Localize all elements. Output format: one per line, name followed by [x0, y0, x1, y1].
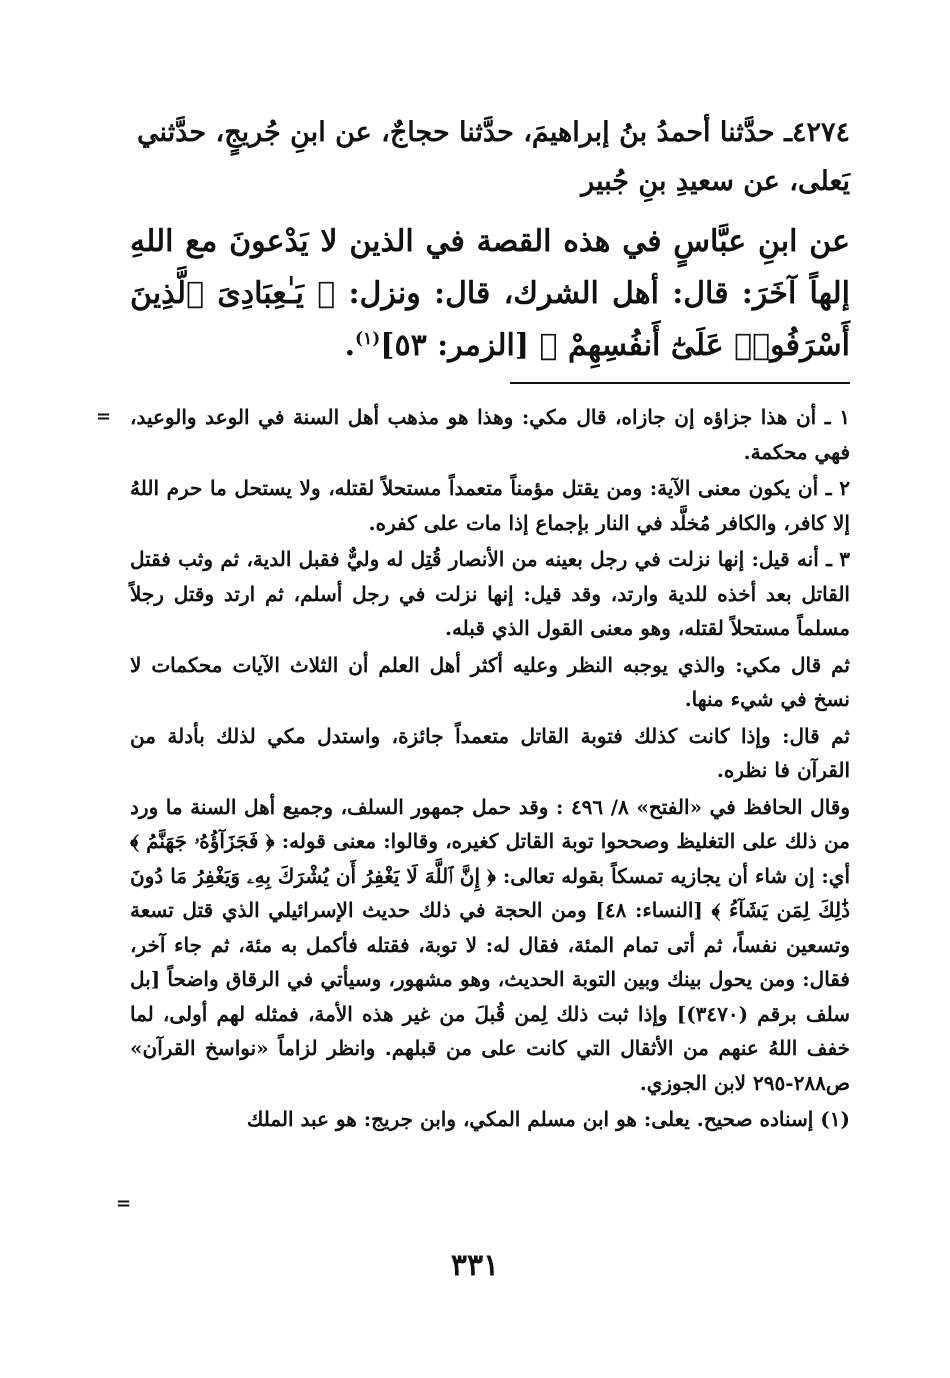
- footnote-paragraph-3: ٣ ـ أنه قيل: إنها نزلت في رجل بعينه من الأنصار قُتِل له وليٌّ فقبل الدية، ثم وثب فقتل القاتل بعد أخذه للدية وارتد، وقد قيل: إنها نزلت في رجل أسلم، ثم ارتد وقتل رجلاً مسلماً مستحلاً لقتله، وهو معنى القول الذي قبله.: [130, 547, 850, 640]
- footnote-paragraph-2: ٢ ـ أن يكون معنى الآية: ومن يقتل مؤمناً متعمداً مستحلاً لقتله، ولا يستحل ما حرم اللهُ إلا كافر، والكافر مُخلَّد في النار بإجماع إذا مات على كفره.: [130, 476, 850, 535]
- matn-paragraph: [130, 216, 850, 372]
- footnote-paragraph-1: ١ ـ أن هذا جزاؤه إن جازاه، قال مكي: وهذا هو مذهب أهل السنة في الوعد والوعيد، فهي محكمة.: [130, 405, 850, 464]
- footnote-paragraph-5: ثم قال: وإذا كانت كذلك فتوبة القاتل متعمداً جائزة، واستدل مكي لذلك بأدلة من القرآن فا نظره.: [130, 723, 850, 782]
- isnad-line-1: ٤٢٧٤ـ حدَّثنا أحمدُ بنُ إبراهيمَ، حدَّثنا حجاجٌ، عن ابنِ جُريجٍ، حدَّثني: [137, 117, 850, 148]
- footnotes: [130, 400, 850, 1139]
- footnote-paragraph-4: ثم قال مكي: والذي يوجبه النظر وعليه أكثر أهل العلم أن الثلاث الآيات محكمات لا نسخ في شيء منها.: [130, 652, 850, 711]
- isnad-line-2: يَعلى، عن سعيدِ بنِ جُبير: [581, 166, 850, 197]
- footnote-ref: (١): [355, 329, 381, 349]
- hadith-isnad: [130, 108, 850, 206]
- footnote-paragraph-7: (١) إسناده صحيح. يعلى: هو ابن مسلم المكي، وابن جريج: هو عبد الملك: [246, 1107, 850, 1131]
- matn-end: .: [344, 328, 356, 363]
- page-number: ٣٣١: [450, 1248, 500, 1283]
- footnote-separator: [510, 382, 850, 384]
- continuation-marker-bottom: =: [116, 1193, 132, 1214]
- footnote-paragraph-6: وقال الحافظ في «الفتح» ٨/ ٤٩٦ : وقد حمل جمهور السلف، وجميع أهل السنة ما ورد من ذلك على التغليظ وصححوا توبة القاتل كغيره، وقالوا: معنى قوله: ﴿ فَجَزَآؤُهُۥ جَهَنَّمُ ﴾ أي: إن شاء أن يجازيه تمسكاً بقوله تعالى: ﴿ إِنَّ ٱللَّهَ لَا يَغْفِرُ أَن يُشْرَكَ بِهِۦ وَيَغْفِرُ مَا دُونَ ذَٰلِكَ لِمَن يَشَآءُ ﴾ [النساء: ٤٨] ومن الحجة في ذلك حديث الإسرائيلي الذي قتل تسعة وتسعين نفساً، ثم أتى تمام المئة، فقال له: لا توبة، فقتله فأكمل به مئة، ثم جاء آخر، فقال: ومن يحول بينك وبين التوبة الحديث، وهو مشهور، وسيأتي في الرقاق واضحاً [بل سلف برقم (٣٤٧٠)] وإذا ثبت ذلك لِمن قُبلَ من غير هذه الأمة، فمثله لهم أولى، لما خفف اللهُ عنهم من الأثقال التي كانت على من قبلهم. وانظر لزاماً «نواسخ القرآن» ص٢٨٨-٢٩٥ لابن الجوزي.: [130, 794, 851, 1095]
- hadith-matn: [130, 216, 850, 372]
- matn-text: عن ابنِ عبَّاسٍ في هذه القصة في الذين لا يَدْعونَ مع اللهِ إلهاً آخَرَ: قال: أهل الشرك، قال: ونزل: ﴿ يَـٰعِبَادِىَ ٱلَّذِينَ أَسْرَفُوا۟ عَلَىٰٓ أَنفُسِهِمْ ﴾ [الزمر: ٥٣]: [130, 224, 850, 363]
- continuation-marker-top: =: [96, 406, 112, 427]
